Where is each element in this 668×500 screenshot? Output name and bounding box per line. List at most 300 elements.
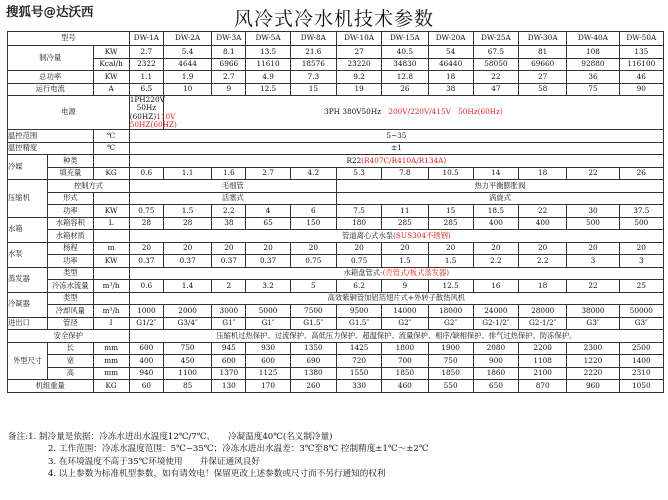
value-cell: 21.6 <box>290 46 336 59</box>
power-frequency-alt: 50HZ(60HZ) <box>129 119 177 129</box>
unit-cell: m <box>93 242 129 255</box>
value-cell: 700 <box>382 355 428 368</box>
value-cell: 6.5 <box>129 83 163 96</box>
value-cell: 4.9 <box>246 71 290 84</box>
value-cell: G2″ <box>382 317 428 330</box>
value-cell: 12.8 <box>382 71 428 84</box>
power-three-phase-alt: 200V/220V/415V 50Hz(60Hz) <box>388 107 503 117</box>
value-cell: 1380 <box>290 367 336 380</box>
compressor-group-label: 压缩机 <box>8 180 48 218</box>
value-cell: G2-1/2″ <box>473 317 518 330</box>
value-cell: 0.75 <box>290 255 336 268</box>
model-header-cell: DW-50A <box>619 32 663 46</box>
value-cell: 1125 <box>246 367 290 380</box>
dimension-width-row <box>8 355 664 368</box>
value-cell: 12.5 <box>246 83 290 96</box>
control-row <box>8 180 664 193</box>
value-cell: G3″ <box>619 317 663 330</box>
spec-table-body <box>8 32 664 393</box>
value-cell: G3/4″ <box>163 317 211 330</box>
dimension-length-row <box>8 342 664 355</box>
value-cell: 1425 <box>336 342 381 355</box>
condenser-type-value: 高效紫铜管加铝箔翅片式+外转子散热风机 <box>129 292 663 305</box>
value-cell: 81 <box>519 46 567 59</box>
value-cell: 330 <box>336 380 381 393</box>
value-cell: 2.7 <box>212 71 246 84</box>
note-1 <box>8 431 428 443</box>
header-row <box>8 32 664 46</box>
evaporator-flow-row <box>8 280 664 293</box>
cooling-capacity-label: 制冷量 <box>8 46 94 71</box>
pump-lift-row <box>8 242 664 255</box>
value-cell: 0.75 <box>336 255 381 268</box>
evaporator-flow-label: 冷冻水流量 <box>48 280 93 293</box>
pump-lift-label: 杨程 <box>48 242 93 255</box>
compressor-form-label: 形式 <box>48 192 93 205</box>
value-cell: 960 <box>567 380 619 393</box>
value-cell: 22 <box>567 280 619 293</box>
value-cell: 4644 <box>163 58 211 71</box>
value-cell: 600 <box>246 355 290 368</box>
temp-range-label: 温控范围 <box>8 130 94 143</box>
value-cell: 5 <box>290 280 336 293</box>
value-cell: 1220 <box>567 355 619 368</box>
value-cell: 20 <box>163 242 211 255</box>
value-cell: 2.2 <box>473 255 518 268</box>
value-cell: 11610 <box>246 58 290 71</box>
model-header-cell: DW-15A <box>382 32 428 46</box>
value-cell: 36 <box>567 71 619 84</box>
value-cell: 2300 <box>567 342 619 355</box>
value-cell: 2322 <box>129 58 163 71</box>
value-cell: 16 <box>473 280 518 293</box>
pipe-label: 进出口 <box>8 317 48 330</box>
power-three-phase: 3PH 380V50Hz <box>324 107 382 117</box>
current-row <box>8 83 664 96</box>
unit-cell: mm <box>93 367 129 380</box>
value-cell: 720 <box>336 355 381 368</box>
value-cell: 3 <box>567 255 619 268</box>
value-cell: 20 <box>619 242 663 255</box>
dimension-width-label: 宽 <box>48 355 93 368</box>
value-cell: 20 <box>428 242 473 255</box>
value-cell: 28000 <box>519 305 567 318</box>
value-cell: 2.7 <box>246 167 290 180</box>
value-cell: 92880 <box>567 58 619 71</box>
value-cell: 690 <box>290 355 336 368</box>
value-cell: 7.3 <box>290 71 336 84</box>
value-cell: 26 <box>382 83 428 96</box>
value-cell: 5.3 <box>336 167 381 180</box>
value-cell: 11 <box>382 205 428 218</box>
value-cell: 20 <box>336 242 381 255</box>
value-cell: 67.5 <box>473 46 518 59</box>
value-cell: 1108 <box>519 355 567 368</box>
value-cell: 0.37 <box>212 255 246 268</box>
current-label: 运行电流 <box>8 83 94 96</box>
value-cell: 0.6 <box>129 280 163 293</box>
value-cell: 0.37 <box>163 255 211 268</box>
tank-group-label: 水箱 <box>8 217 48 242</box>
value-cell: 400 <box>129 355 163 368</box>
value-cell: 58 <box>519 83 567 96</box>
value-cell: 2200 <box>519 342 567 355</box>
value-cell: 1.1 <box>163 167 211 180</box>
value-cell: 7500 <box>290 305 336 318</box>
temp-precision-value: ±1 <box>129 142 663 155</box>
pipe-row <box>8 317 664 330</box>
value-cell: 2000 <box>163 305 211 318</box>
refrigerant-type-value <box>129 155 663 168</box>
value-cell: 90 <box>619 83 663 96</box>
value-cell: 0.37 <box>246 255 290 268</box>
evaporator-group-label: 蒸发器 <box>8 267 48 292</box>
refrigerant-group-label: 冷媒 <box>8 155 48 180</box>
value-cell: 6 <box>290 205 336 218</box>
tank-volume-row <box>8 217 664 230</box>
value-cell: 2310 <box>619 367 663 380</box>
power-supply-three-phase <box>163 96 663 130</box>
note-2: 2. 工作范围：冷冻水温度范围：5℃~35℃；冷冻水进出水温差：3℃至8℃ 控制精度±1℃～±2℃ <box>48 444 429 455</box>
value-cell: 20 <box>212 242 246 255</box>
page-title: 风冷式冷水机技术参数 <box>233 8 434 30</box>
refrigerant-charge-row <box>8 167 664 180</box>
value-cell: 20 <box>246 242 290 255</box>
value-cell: 1800 <box>382 342 428 355</box>
value-cell: G3″ <box>567 317 619 330</box>
value-cell: 2080 <box>473 342 518 355</box>
evaporator-type: 水箱盘管式 <box>343 268 381 278</box>
weight-row <box>8 380 664 393</box>
value-cell: G1″ <box>246 317 290 330</box>
compressor-power-label: 功率 <box>48 205 93 218</box>
unit-cell: KW <box>93 71 129 84</box>
total-power-label: 总功率 <box>8 71 94 84</box>
note-1-text: 1. 制冷量是依据：冷冻水进出水温度12℃/7℃、 冷凝温度40℃(名义制冷量) <box>28 432 333 442</box>
model-header-cell: DW-1A <box>129 32 163 46</box>
evaporator-type-label: 类型 <box>48 267 93 280</box>
value-cell: 13.5 <box>246 46 290 59</box>
compressor-form-left: 活塞式 <box>129 192 336 205</box>
unit-cell: Kcal/h <box>93 58 129 71</box>
dimension-height-label: 高 <box>48 367 93 380</box>
unit-cell: KW <box>93 255 129 268</box>
value-cell: 1900 <box>428 342 473 355</box>
spec-table <box>7 31 664 393</box>
value-cell: 18 <box>428 71 473 84</box>
value-cell: 1850 <box>382 367 428 380</box>
value-cell: 69660 <box>519 58 567 71</box>
temp-precision-row <box>8 142 664 155</box>
dimension-length-label: 长 <box>48 342 93 355</box>
value-cell: 1.5 <box>382 255 428 268</box>
value-cell: G2″ <box>428 317 473 330</box>
value-cell: 180 <box>336 217 381 230</box>
unit-cell: KG <box>93 167 129 180</box>
model-label: 型号 <box>8 32 130 46</box>
evaporator-type-value <box>129 267 663 280</box>
safety-label: 安全保护 <box>8 330 130 343</box>
condenser-type-row <box>8 292 664 305</box>
value-cell: 47 <box>473 83 518 96</box>
value-cell: 2.2 <box>519 255 567 268</box>
value-cell: 400 <box>473 217 518 230</box>
tank-material-value <box>129 230 663 243</box>
model-header-cell: DW-30A <box>519 32 567 46</box>
total-power-row <box>8 71 664 84</box>
dimensions-group-label: 外型尺寸 <box>8 342 48 380</box>
unit-cell: ℃ <box>93 142 129 155</box>
notes <box>8 431 428 480</box>
pump-power-label: 功率 <box>48 255 93 268</box>
value-cell: 6.2 <box>336 280 381 293</box>
value-cell: 38 <box>428 83 473 96</box>
value-cell: 8.1 <box>212 46 246 59</box>
value-cell: 460 <box>382 380 428 393</box>
value-cell: 0.75 <box>129 205 163 218</box>
value-cell: 37.5 <box>619 205 663 218</box>
value-cell: 285 <box>382 217 428 230</box>
refrigerant-type-alt: (R407C/R410A/R134A) <box>361 155 447 165</box>
cooling-kw-row <box>8 46 664 59</box>
value-cell: 1.5 <box>428 255 473 268</box>
value-cell: 870 <box>519 380 567 393</box>
value-cell: 260 <box>290 380 336 393</box>
value-cell: 600 <box>129 342 163 355</box>
safety-value: 压缩机过热保护、过流保护、高低压力保护、超温保护、流量保护、相序/缺相保护、排气过热保护、防冻保护。 <box>129 330 663 343</box>
value-cell: 1.4 <box>163 280 211 293</box>
tank-volume-label: 水箱容积 <box>48 217 93 230</box>
compressor-power-row <box>8 205 664 218</box>
refrigerant-type: R22 <box>346 155 362 165</box>
power-voltage-alt: 110V <box>156 111 176 121</box>
model-header-cell: DW-40A <box>567 32 619 46</box>
value-cell: G1.5″ <box>336 317 381 330</box>
pump-power-row <box>8 255 664 268</box>
temp-range-row <box>8 130 664 143</box>
value-cell: 135 <box>619 46 663 59</box>
value-cell: 18 <box>519 280 567 293</box>
value-cell: 285 <box>428 217 473 230</box>
value-cell: 22 <box>567 167 619 180</box>
value-cell: 20 <box>473 242 518 255</box>
value-cell: 1.1 <box>129 71 163 84</box>
value-cell: 14 <box>473 167 518 180</box>
value-cell: 6966 <box>212 58 246 71</box>
value-cell: 19 <box>336 83 381 96</box>
unit-cell: ℃ <box>93 130 129 143</box>
value-cell: 1400 <box>619 355 663 368</box>
note-4: 4. 以上参数为标准机型参数，如有请效电！保留更改上述参数或尺寸而不另行通知的权利 <box>48 468 386 479</box>
value-cell: 130 <box>212 380 246 393</box>
value-cell: 1.9 <box>163 71 211 84</box>
value-cell: 27 <box>519 71 567 84</box>
note-3: 3. 在环境温度不高于35℃环境使用 并保证通风良好 <box>48 456 260 467</box>
unit-cell: I <box>93 317 129 330</box>
value-cell: 650 <box>473 380 518 393</box>
value-cell: 750 <box>163 342 211 355</box>
model-header-cell: DW-20A <box>428 32 473 46</box>
value-cell: 46440 <box>428 58 473 71</box>
value-cell: 3000 <box>212 305 246 318</box>
empty-cell <box>93 192 129 205</box>
value-cell: 750 <box>428 355 473 368</box>
value-cell: 3 <box>619 255 663 268</box>
value-cell: 400 <box>519 217 567 230</box>
unit-cell: m³/h <box>93 305 129 318</box>
value-cell: 2220 <box>567 367 619 380</box>
cooling-kcal-row <box>8 58 664 71</box>
value-cell: 10 <box>163 83 211 96</box>
value-cell: 600 <box>212 355 246 368</box>
value-cell: 4.2 <box>290 167 336 180</box>
value-cell: 1.6 <box>212 167 246 180</box>
value-cell: 34830 <box>382 58 428 71</box>
value-cell: 28 <box>163 217 211 230</box>
value-cell: 54 <box>428 46 473 59</box>
value-cell: 2.7 <box>129 46 163 59</box>
tank-material: 管道离心式水泵 <box>342 230 394 240</box>
condenser-group-label: 冷凝器 <box>8 292 48 317</box>
value-cell: 38000 <box>567 305 619 318</box>
refrigerant-type-row <box>8 155 664 168</box>
tank-material-alt: (SUS304不锈钢) <box>393 230 451 240</box>
value-cell: 1100 <box>163 367 211 380</box>
value-cell: 25 <box>619 280 663 293</box>
model-header-cell: DW-5A <box>246 32 290 46</box>
temp-range-value: 5~35 <box>129 130 663 143</box>
value-cell: 28 <box>129 217 163 230</box>
value-cell: 940 <box>129 367 163 380</box>
value-cell: 10.5 <box>428 167 473 180</box>
value-cell: 65 <box>246 217 290 230</box>
value-cell: 20 <box>519 242 567 255</box>
compressor-form-right: 涡旋式 <box>336 192 663 205</box>
tank-material-label: 水箱材质 <box>48 230 93 243</box>
value-cell: 18.5 <box>473 205 518 218</box>
value-cell: 22 <box>519 205 567 218</box>
value-cell: 20 <box>129 242 163 255</box>
value-cell: 500 <box>567 217 619 230</box>
model-header-cell: DW-8A <box>290 32 336 46</box>
value-cell: 27 <box>336 46 381 59</box>
value-cell: 1350 <box>290 342 336 355</box>
value-cell: 75 <box>567 83 619 96</box>
value-cell: 9500 <box>336 305 381 318</box>
temp-precision-label: 温控精度 <box>8 142 94 155</box>
unit-cell: L <box>93 217 129 230</box>
value-cell: 15 <box>290 83 336 96</box>
value-cell: 1550 <box>336 367 381 380</box>
value-cell: 150 <box>290 217 336 230</box>
value-cell: 15 <box>428 205 473 218</box>
value-cell: 1000 <box>129 305 163 318</box>
value-cell: 46 <box>619 71 663 84</box>
unit-cell: KW <box>93 46 129 59</box>
value-cell: 14000 <box>382 305 428 318</box>
empty-cell <box>93 155 129 168</box>
unit-cell: mm <box>93 355 129 368</box>
value-cell: 60 <box>129 380 163 393</box>
unit-cell: A <box>93 83 129 96</box>
value-cell: 2 <box>212 280 246 293</box>
model-header-cell: DW-3A <box>212 32 246 46</box>
model-header-cell: DW-25A <box>473 32 518 46</box>
value-cell: 0.37 <box>129 255 163 268</box>
value-cell: 18576 <box>290 58 336 71</box>
value-cell: 1050 <box>619 380 663 393</box>
power-supply-row <box>8 96 664 130</box>
value-cell: 40.5 <box>382 46 428 59</box>
power-line-2: (60HZ) <box>129 111 157 121</box>
value-cell: 38 <box>212 217 246 230</box>
value-cell: 2500 <box>619 342 663 355</box>
value-cell: 5000 <box>246 305 290 318</box>
value-cell: 26 <box>619 167 663 180</box>
value-cell: 18000 <box>428 305 473 318</box>
empty-cell <box>93 292 129 305</box>
value-cell: 108 <box>567 46 619 59</box>
value-cell: 450 <box>163 355 211 368</box>
value-cell: 550 <box>428 380 473 393</box>
value-cell: 20 <box>567 242 619 255</box>
value-cell: G1/2″ <box>129 317 163 330</box>
power-supply-label: 电源 <box>8 96 130 130</box>
value-cell: 20 <box>382 242 428 255</box>
unit-cell: m³/h <box>93 280 129 293</box>
value-cell: 170 <box>246 380 290 393</box>
refrigerant-charge-label: 填充量 <box>48 167 93 180</box>
value-cell: 9 <box>382 280 428 293</box>
empty-cell <box>93 230 129 243</box>
unit-cell: KW <box>93 205 129 218</box>
value-cell: 0.6 <box>129 167 163 180</box>
notes-label: 备注: <box>8 432 29 442</box>
value-cell: 1370 <box>212 367 246 380</box>
value-cell: 24000 <box>473 305 518 318</box>
pipe-sub-label: 管径 <box>48 317 93 330</box>
value-cell: 2.2 <box>212 205 246 218</box>
value-cell: 9.2 <box>336 71 381 84</box>
value-cell: 18 <box>519 167 567 180</box>
value-cell: 500 <box>619 217 663 230</box>
empty-cell <box>93 267 129 280</box>
value-cell: 930 <box>246 342 290 355</box>
value-cell: 7.8 <box>382 167 428 180</box>
watermark: 搜狐号@达沃西 <box>6 4 94 19</box>
value-cell: G1″ <box>212 317 246 330</box>
value-cell: 85 <box>163 380 211 393</box>
power-supply-single-phase <box>129 95 177 130</box>
value-cell: G2-1/2″ <box>519 317 567 330</box>
condenser-air-label: 冷却风量 <box>48 305 93 318</box>
control-right-value: 热力平衡膨胀阀 <box>336 180 663 193</box>
value-cell: 945 <box>212 342 246 355</box>
refrigerant-type-label: 种类 <box>48 155 93 168</box>
safety-row <box>8 330 664 343</box>
tank-material-row <box>8 230 664 243</box>
condenser-type-label: 类型 <box>48 292 93 305</box>
evaporator-type-row <box>8 267 664 280</box>
value-cell: 50000 <box>619 305 663 318</box>
value-cell: 5.4 <box>163 46 211 59</box>
control-label: 控制方式 <box>48 180 130 193</box>
value-cell: 23220 <box>336 58 381 71</box>
condenser-air-row <box>8 305 664 318</box>
pump-group-label: 水泵 <box>8 242 48 267</box>
unit-cell: mm <box>93 342 129 355</box>
value-cell: 116100 <box>619 58 663 71</box>
